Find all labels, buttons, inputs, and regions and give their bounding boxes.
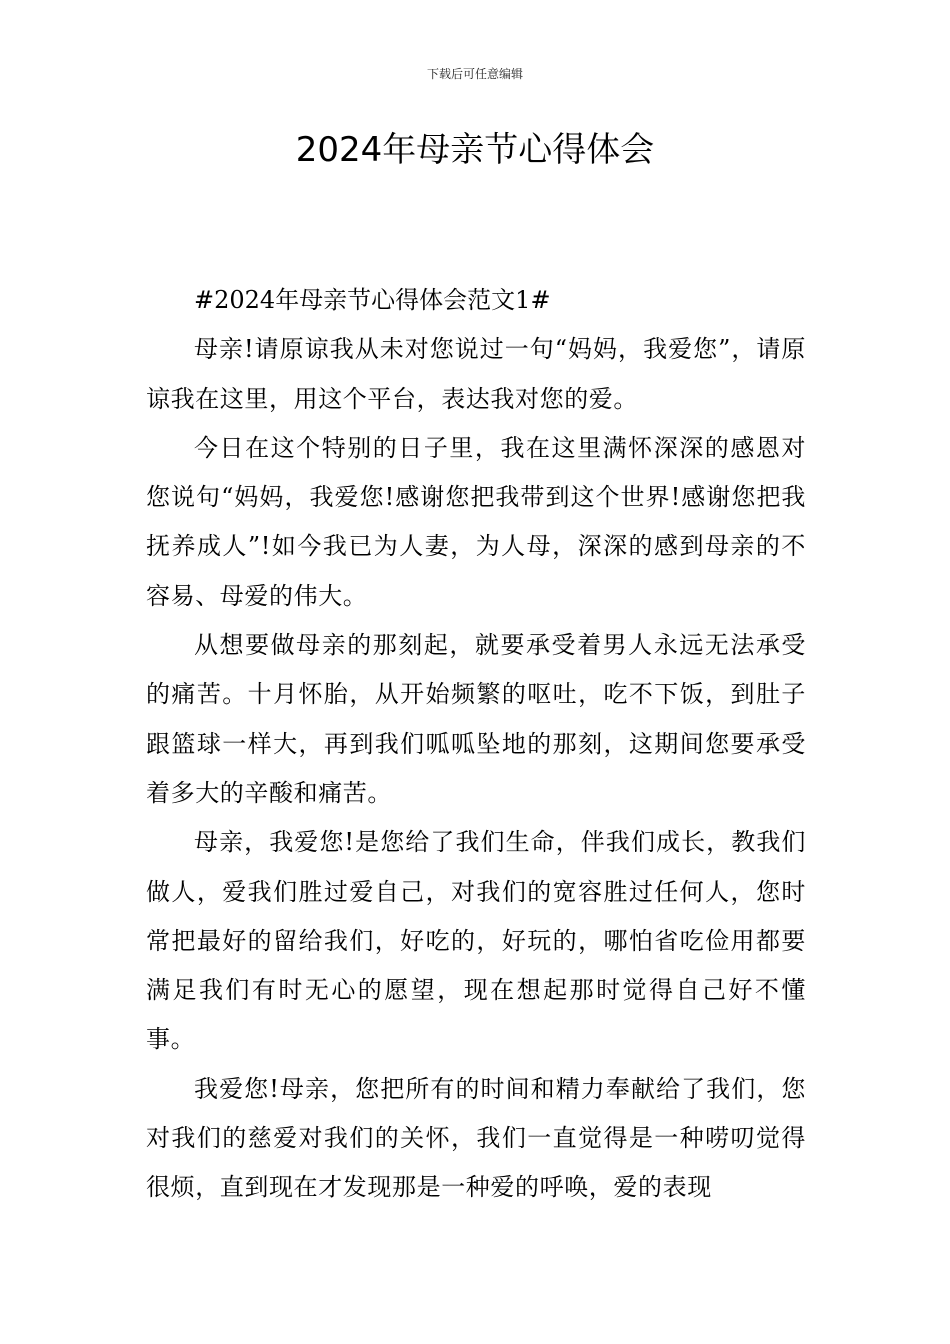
paragraph-1: 母亲!请原谅我从未对您说过一句“妈妈，我爱您”，请原谅我在这里，用这个平台，表达我对您的爱。 [146, 335, 806, 413]
paragraph-2: 今日在这个特别的日子里，我在这里满怀深深的感恩对您说句“妈妈，我爱您!感谢您把我带到这个世界!感谢您把我抚养成人”!如今我已为人妻，为人母，深深的感到母亲的不容易、母爱的伟大。 [146, 433, 806, 610]
paragraph-4: 母亲，我爱您!是您给了我们生命，伴我们成长，教我们做人，爱我们胜过爱自己，对我们的宽容胜过任何人，您时常把最好的留给我们，好吃的，好玩的，哪怕省吃俭用都要满足我们有时无心的愿望，现在想起那时觉得自己好不懂事。 [146, 828, 806, 1054]
header-note: 下载后可任意编辑 [426, 67, 523, 81]
paragraph-5: 我爱您!母亲，您把所有的时间和精力奉献给了我们，您对我们的慈爱对我们的关怀，我们一直觉得是一种唠叨觉得很烦，直到现在才发现那是一种爱的呼唤，爱的表现 [146, 1074, 806, 1202]
document-body [146, 276, 806, 1213]
section-heading: #2024年母亲节心得体会范文1# [194, 286, 551, 314]
document-title: 2024年母亲节心得体会 [295, 130, 655, 170]
paragraph-3: 从想要做母亲的那刻起，就要承受着男人永远无法承受的痛苦。十月怀胎，从开始频繁的呕吐，吃不下饭，到肚子跟篮球一样大，再到我们呱呱坠地的那刻，这期间您要承受着多大的辛酸和痛苦。 [146, 631, 806, 807]
